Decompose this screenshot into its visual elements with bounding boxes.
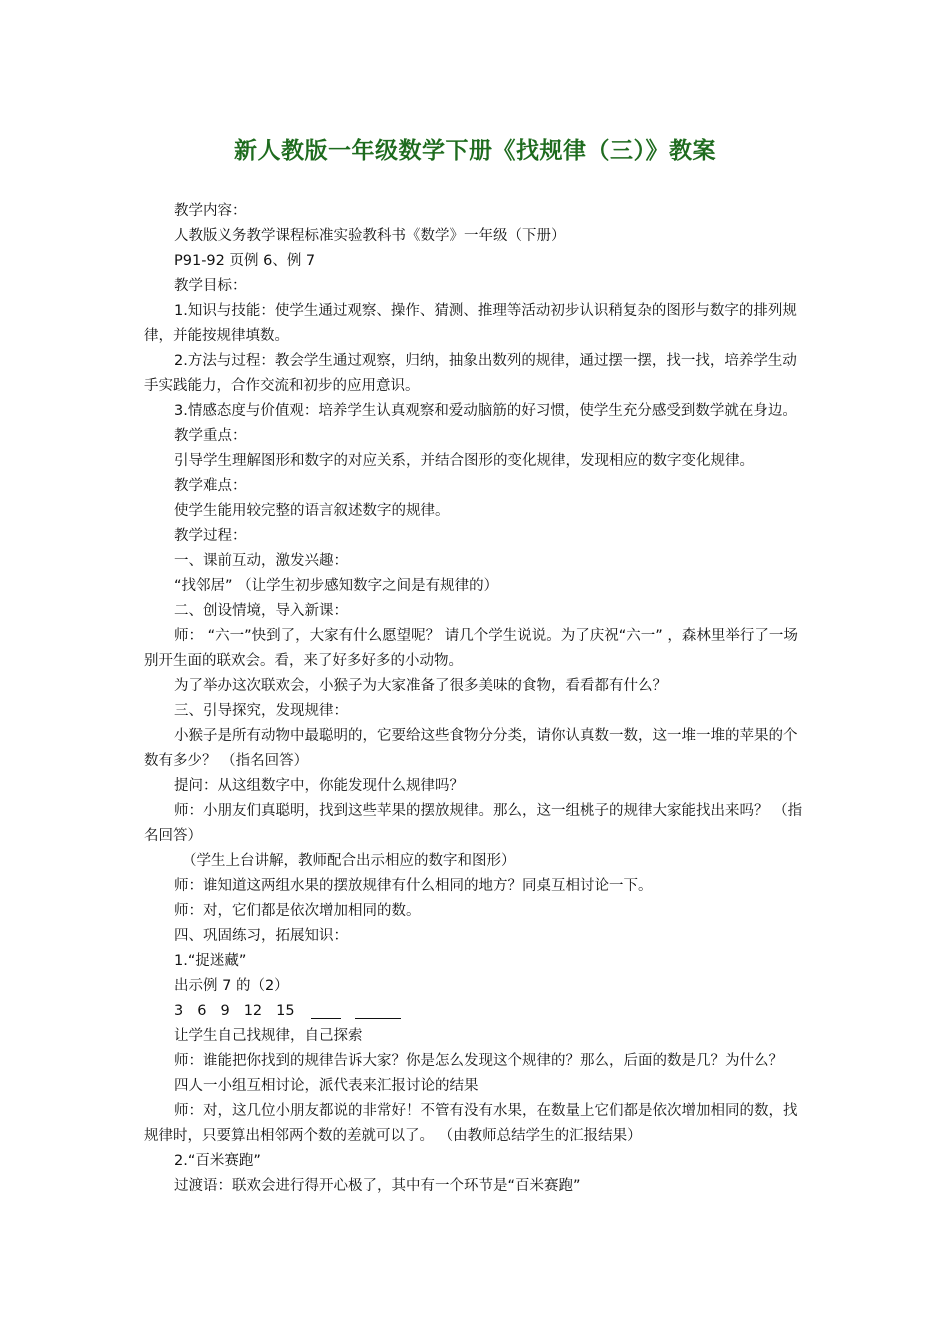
paragraph: 人教版义务教学课程标准实验教科书《数学》一年级（下册） xyxy=(174,228,566,244)
sequence-number: 3 xyxy=(174,1003,184,1019)
paragraph: 师： “六一”快到了，大家有什么愿望呢？ 请几个学生说说。为了庆祝“六一” ，森林里举行了一场别开生面的联欢会。看，来了好多好多的小动物。 xyxy=(144,628,798,669)
answer-blank xyxy=(355,1001,401,1019)
paragraph: 师：谁知道这两组水果的摆放规律有什么相同的地方？同桌互相讨论一下。 xyxy=(174,878,653,894)
document-title: 新人教版一年级数学下册《找规律（三）》教案 xyxy=(234,138,716,164)
paragraph: 师：小朋友们真聪明，找到这些苹果的摆放规律。那么，这一组桃子的规律大家能找出来吗？ （指名回答） xyxy=(144,803,803,844)
paragraph: （学生上台讲解，教师配合出示相应的数字和图形） xyxy=(182,853,516,869)
paragraph: 教学重点： xyxy=(174,428,247,444)
paragraph: 提问：从这组数字中，你能发现什么规律吗？ xyxy=(174,778,464,794)
paragraph: 过渡语：联欢会进行得开心极了，其中有一个环节是“百米赛跑” xyxy=(174,1178,581,1194)
paragraph: P91-92 页例 6、例 7 xyxy=(174,253,316,269)
document-body xyxy=(144,199,808,1199)
paragraph: 1.知识与技能：使学生通过观察、操作、猜测、推理等活动初步认识稍复杂的图形与数字的排列规律，并能按规律填数。 xyxy=(144,303,797,344)
paragraph: 师：对，这几位小朋友都说的非常好！不管有没有水果，在数量上它们都是依次增加相同的数，找规律时，只要算出相邻两个数的差就可以了。 （由教师总结学生的汇报结果） xyxy=(144,1103,798,1144)
paragraph: 四、巩固练习，拓展知识： xyxy=(174,928,348,944)
paragraph: 四人一小组互相讨论，派代表来汇报讨论的结果 xyxy=(174,1078,479,1094)
paragraph: 2.“百米赛跑” xyxy=(174,1153,261,1169)
paragraph: 教学难点： xyxy=(174,478,247,494)
paragraph: 让学生自己找规律，自己探索 xyxy=(174,1028,363,1044)
paragraph: 一、课前互动，激发兴趣： xyxy=(174,553,348,569)
answer-blank xyxy=(311,1001,341,1019)
paragraph: 2.方法与过程：教会学生通过观察，归纳，抽象出数列的规律，通过摆一摆，找一找，培养学生动手实践能力，合作交流和初步的应用意识。 xyxy=(144,353,797,394)
paragraph: 教学内容： xyxy=(174,203,247,219)
paragraph: 出示例 7 的（2） xyxy=(174,978,289,994)
paragraph: “找邻居” （让学生初步感知数字之间是有规律的） xyxy=(174,578,499,594)
sequence-number: 6 xyxy=(197,1003,207,1019)
paragraph: 1.“捉迷藏” xyxy=(174,953,247,969)
paragraph: 为了举办这次联欢会，小猴子为大家准备了很多美味的食物，看看都有什么？ xyxy=(174,678,667,694)
paragraph: 师：谁能把你找到的规律告诉大家？你是怎么发现这个规律的？那么，后面的数是几？为什么？ xyxy=(174,1053,783,1069)
paragraph: 二、创设情境，导入新课： xyxy=(174,603,348,619)
paragraph: 3.情感态度与价值观：培养学生认真观察和爱动脑筋的好习惯，使学生充分感受到数学就在身边。 xyxy=(174,403,797,419)
paragraph: 小猴子是所有动物中最聪明的，它要给这些食物分分类，请你认真数一数，这一堆一堆的苹果的个数有多少？ （指名回答） xyxy=(144,728,798,769)
paragraph: 教学过程： xyxy=(174,528,247,544)
sequence-number: 12 xyxy=(243,1003,263,1019)
paragraph: 使学生能用较完整的语言叙述数字的规律。 xyxy=(174,503,450,519)
paragraph: 师：对，它们都是依次增加相同的数。 xyxy=(174,903,421,919)
sequence-number: 9 xyxy=(220,1003,230,1019)
number-sequence xyxy=(144,999,808,1024)
paragraph: 三、引导探究，发现规律： xyxy=(174,703,348,719)
paragraph: 引导学生理解图形和数字的对应关系，并结合图形的变化规律，发现相应的数字变化规律。 xyxy=(174,453,754,469)
sequence-number: 15 xyxy=(276,1003,295,1019)
paragraph: 教学目标： xyxy=(174,278,247,294)
